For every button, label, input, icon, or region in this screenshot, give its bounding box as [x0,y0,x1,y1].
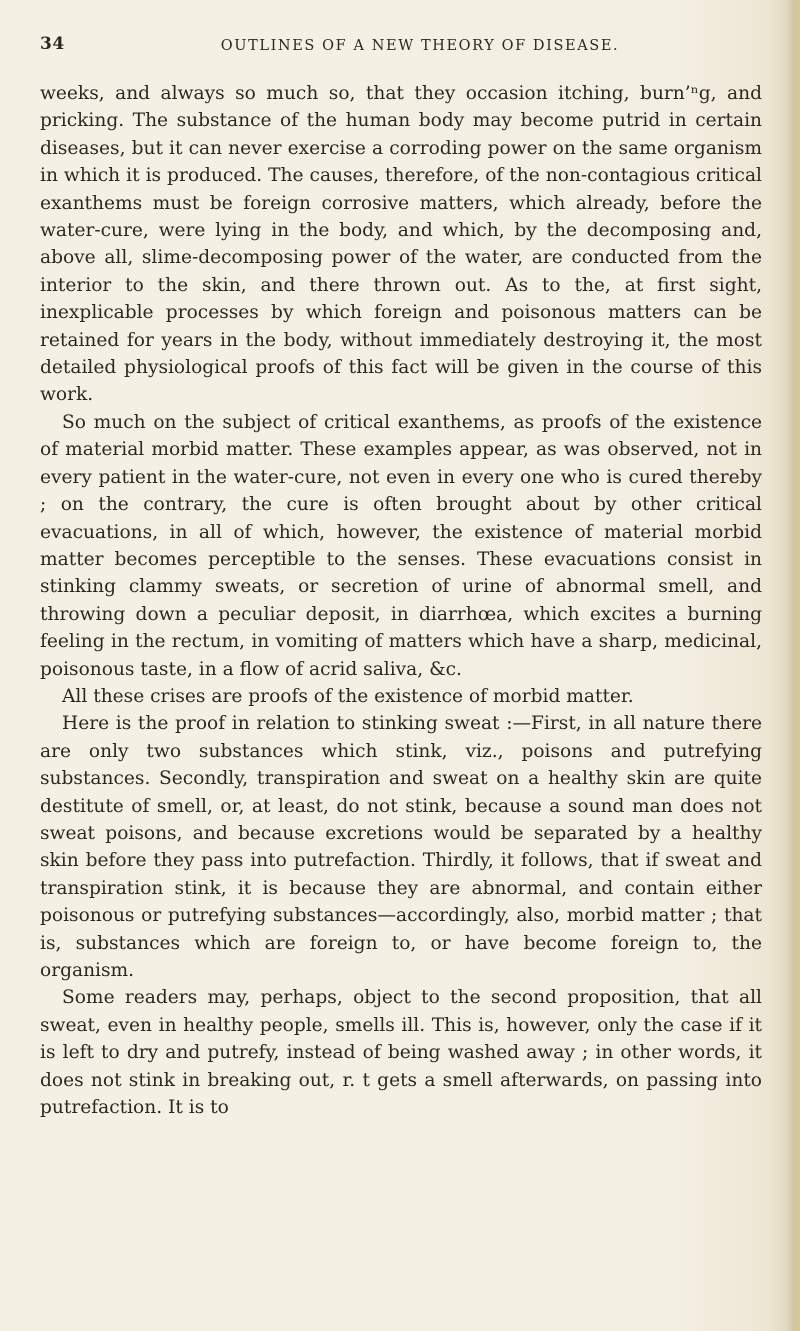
paragraph-4: Here is the proof in relation to stinking sweat :—First, in all nature there are only two substances which stink, viz., poisons and putrefying substances. Secondly, transpiration and sweat on a healthy skin are quite destitute of smell, or, at least, do not stink, because a sound man does not sweat poisons, and because excretions would be separated by a healthy skin before they pass into putrefaction. Thirdly, it follows, that if sweat and transpiration stink, it is because they are abnormal, and contain either poisonous or putrefying substances—accordingly, also, morbid matter ; that is, substances which are foreign to, or have become foreign to, the organism. [40,713,762,981]
paragraph-3: All these crises are proofs of the existence of morbid matter. [62,685,634,707]
page-number: 34 [40,34,65,54]
paragraph-1: weeks, and always so much so, that they occasion itching, burn’ⁿg, and pricking. The substance of the human body may become putrid in certain diseases, but it can never exercise a corroding power on the same organism in which it is produced. The causes, therefore, of the non-contagious critical exanthems must be foreign corrosive matters, which already, before the water-cure, were lying in the body, and which, by the decomposing and, above all, slime-decomposing power of the water, are conducted from the interior to the skin, and there thrown out. As to the, at first sight, inexplicable processes by which foreign and poisonous matters can be retained for years in the body, without immediately destroying it, the most detailed physiological proofs of this fact will be given in the course of this work. [40,83,762,406]
page-edge-shadow [786,0,800,1331]
page-header [40,34,760,58]
body-text [40,80,762,1121]
running-title: OUTLINES OF A NEW THEORY OF DISEASE. [220,38,620,54]
paragraph-2: So much on the subject of critical exanthems, as proofs of the existence of material morbid matter. These examples appear, as was observed, not in every patient in the water-cure, not even in every one who is cured thereby ; on the contrary, the cure is often brought about by other critical evacuations, in all of which, however, the existence of material morbid matter becomes perceptible to the senses. These evacuations consist in stinking clammy sweats, or secretion of urine of abnormal smell, and throwing down a peculiar deposit, in diarrhœa, which excites a burning feeling in the rectum, in vomiting of matters which have a sharp, medicinal, poisonous taste, in a flow of acrid saliva, &c. [40,411,762,680]
paragraph-5: Some readers may, perhaps, object to the second proposition, that all sweat, even in healthy people, smells ill. This is, however, only the case if it is left to dry and putrefy, instead of being washed away ; in other words, it does not stink in breaking out, r. t gets a smell afterwards, on passing into putrefaction. It is to [40,987,762,1119]
